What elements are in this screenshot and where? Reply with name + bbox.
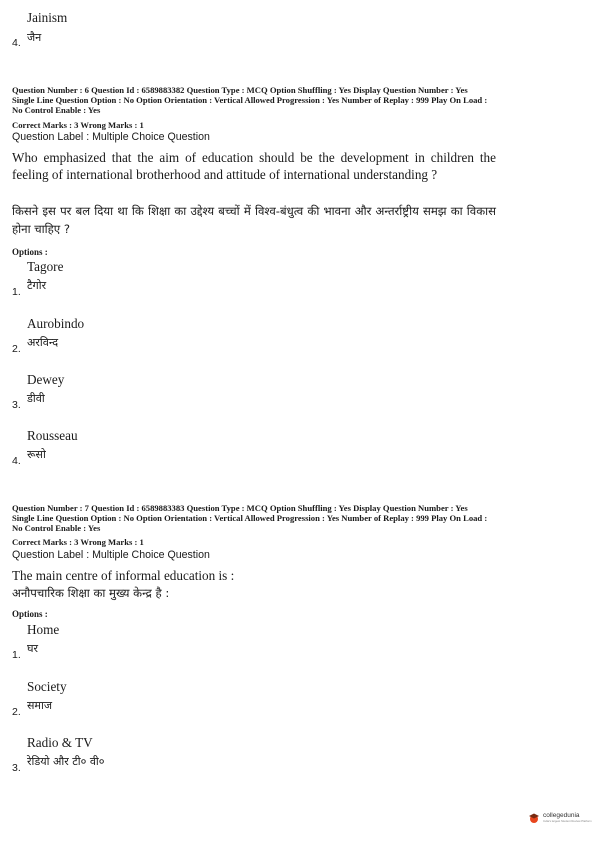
watermark-tagline: India's largest Student Review Platform <box>543 819 592 823</box>
question-7-meta <box>12 503 584 533</box>
q7-option-3-number: 3. <box>12 762 21 774</box>
question-6-label: Question Label : Multiple Choice Question <box>12 131 210 143</box>
prev-option-4-number: 4. <box>12 37 21 49</box>
q6-option-4-number: 4. <box>12 455 21 467</box>
q7-option-1-number: 1. <box>12 649 21 661</box>
q6-option-3-en: Dewey <box>27 372 65 387</box>
q7-option-3-en: Radio & TV <box>27 735 93 750</box>
question-6-text-hi: किसने इस पर बल दिया था कि शिक्षा का उद्देश्य बच्चों में विश्व-बंधुत्व की भावना और अन्तर्राष्ट्रीय समझ का विकास होना चाहिए ? <box>12 204 496 236</box>
question-7-marks: Correct Marks : 3 Wrong Marks : 1 <box>12 537 144 547</box>
question-7-text-en: The main centre of informal education is : <box>12 568 235 583</box>
q6-option-3-number: 3. <box>12 399 21 411</box>
question-6-marks: Correct Marks : 3 Wrong Marks : 1 <box>12 120 144 130</box>
q6-option-2-en: Aurobindo <box>27 316 85 331</box>
question-7-label: Question Label : Multiple Choice Question <box>12 549 210 561</box>
q6-option-1-en: Tagore <box>27 259 64 274</box>
q6-option-3-hi: डीवी <box>27 392 45 405</box>
q6-option-2-hi: अरविन्द <box>27 336 59 349</box>
q7-option-2-hi: समाज <box>27 699 53 712</box>
q7-option-1-en: Home <box>27 622 60 637</box>
question-6-meta-line1: Question Number : 6 Question Id : 6589883382 Question Type : MCQ Option Shuffling : Yes Display Question Number : Yes <box>12 85 468 95</box>
question-6-options-heading: Options : <box>12 247 48 257</box>
graduation-cap-icon <box>528 812 540 824</box>
question-7-meta-line2: Single Line Question Option : No Option Orientation : Vertical Allowed Progression : Yes Number of Replay : 999 Play On Load : <box>12 513 488 523</box>
q7-option-3-hi: रेडियो और टी० वी० <box>27 755 105 768</box>
prev-option-4-en: Jainism <box>27 10 68 25</box>
question-6-text-en: Who emphasized that the aim of education should be the development in children the feeling of international brotherhood and attitude of international understanding ? <box>12 150 496 182</box>
question-6-meta-line3: No Control Enable : Yes <box>12 105 101 115</box>
watermark-name: collegedunia <box>543 812 580 819</box>
question-7-meta-line3: No Control Enable : Yes <box>12 523 101 533</box>
collegedunia-watermark <box>528 812 592 824</box>
q6-option-2-number: 2. <box>12 343 21 355</box>
q6-option-4-hi: रूसो <box>27 448 46 461</box>
q6-option-4-en: Rousseau <box>27 428 78 443</box>
q6-option-1-hi: टैगोर <box>27 279 47 292</box>
question-6-meta <box>12 85 584 115</box>
watermark-text <box>543 813 592 823</box>
question-7-text-hi: अनौपचारिक शिक्षा का मुख्य केन्द्र है : <box>12 586 170 600</box>
q7-option-2-en: Society <box>27 679 67 694</box>
q6-option-1-number: 1. <box>12 286 21 298</box>
question-6-meta-line2: Single Line Question Option : No Option Orientation : Vertical Allowed Progression : Yes Number of Replay : 999 Play On Load : <box>12 95 488 105</box>
question-7-meta-line1: Question Number : 7 Question Id : 6589883383 Question Type : MCQ Option Shuffling : Yes Display Question Number : Yes <box>12 503 468 513</box>
question-7-options-heading: Options : <box>12 609 48 619</box>
q7-option-1-hi: घर <box>27 642 38 655</box>
prev-option-4-hi: जैन <box>27 31 42 44</box>
q7-option-2-number: 2. <box>12 706 21 718</box>
